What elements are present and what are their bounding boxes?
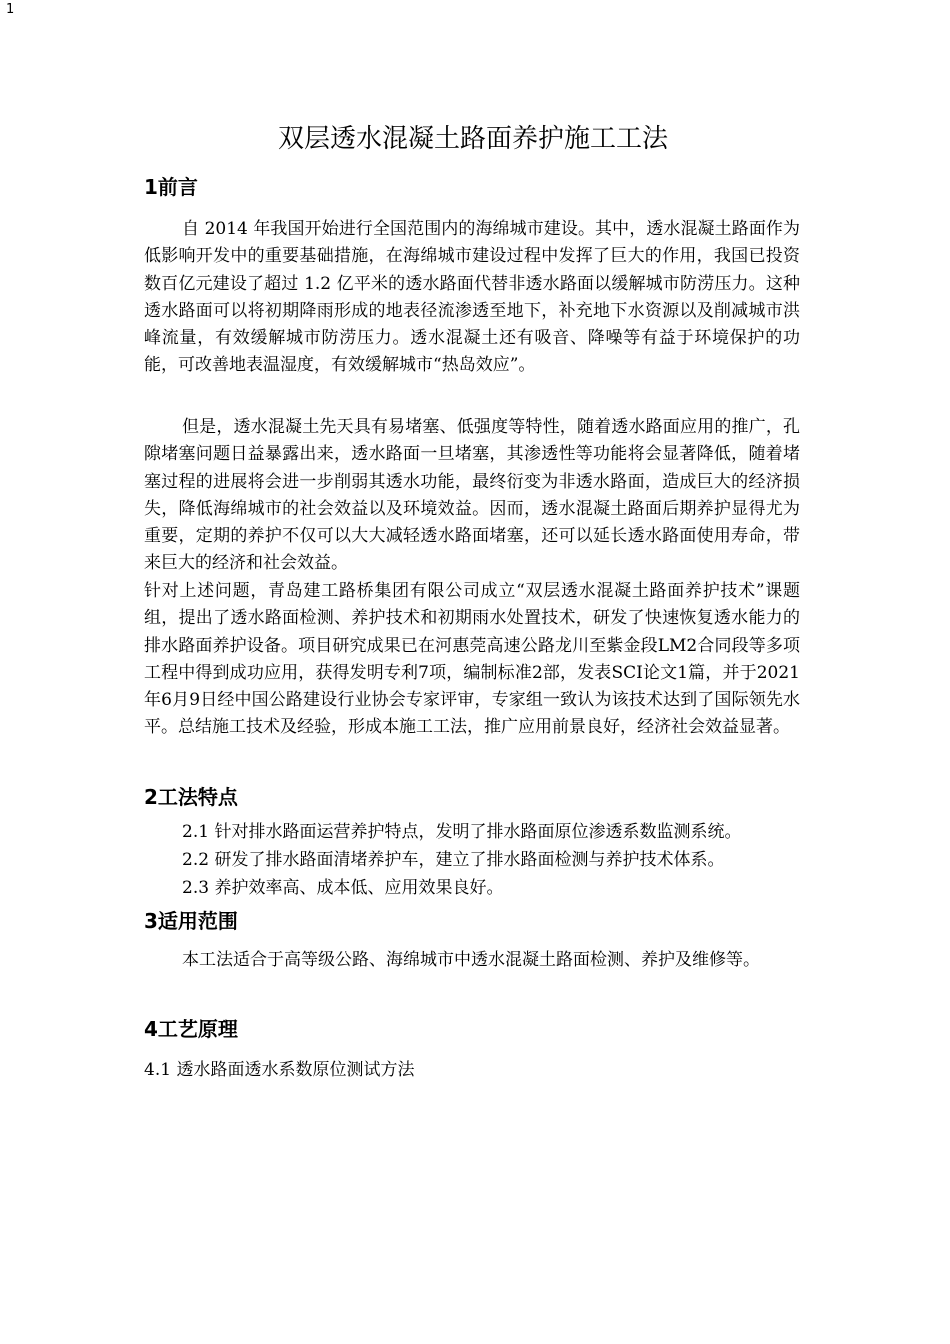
page-number: 1 bbox=[6, 2, 15, 17]
feature-item-2: 2.2 研发了排水路面清堵养护车，建立了排水路面检测与养护技术体系。 bbox=[182, 850, 725, 870]
subsection-heading-4-1: 4.1 透水路面透水系数原位测试方法 bbox=[144, 1060, 415, 1080]
preface-paragraph-3: 针对上述问题，青岛建工路桥集团有限公司成立“双层透水混凝土路面养护技术”课题组，提出了透水路面检测、养护技术和初期雨水处置技术，研发了快速恢复透水能力的排水路面养护设备。项目研究成果已在河惠莞高速公路龙川至紫金段LM2合同段等多项工程中得到成功应用，获得发明专利7项，编制标准2部，发表SCI论文1篇，并于2021年6月9日经中国公路建设行业协会专家评审，专家组一致认为该技术达到了国际领先水平。总结施工技术及经验，形成本施工工法，推广应用前景良好，经济社会效益显著。 bbox=[144, 581, 800, 738]
section-heading-preface: 1前言 bbox=[144, 175, 198, 199]
feature-item-1: 2.1 针对排水路面运营养护特点，发明了排水路面原位渗透系数监测系统。 bbox=[182, 822, 742, 842]
feature-item-3: 2.3 养护效率高、成本低、应用效果良好。 bbox=[182, 878, 504, 898]
document-title: 双层透水混凝土路面养护施工工法 bbox=[277, 124, 668, 154]
section-heading-features: 2工法特点 bbox=[144, 785, 238, 809]
preface-paragraph-1: 自 2014 年我国开始进行全国范围内的海绵城市建设。其中，透水混凝土路面作为低影响开发中的重要基础措施，在海绵城市建设过程中发挥了巨大的作用，我国已投资数百亿元建设了超过 1.2 亿平米的透水路面代替非透水路面以缓解城市防涝压力。这种透水路面可以将初期降雨形成的地表径流渗透至地下，补充地下水资源以及削减城市洪峰流量，有效缓解城市防涝压力。透水混凝土还有吸音、降噪等有益于环境保护的功能，可改善地表温湿度，有效缓解城市“热岛效应”。 bbox=[144, 219, 800, 376]
section-heading-scope: 3适用范围 bbox=[144, 909, 238, 933]
scope-paragraph: 本工法适合于高等级公路、海绵城市中透水混凝土路面检测、养护及维修等。 bbox=[182, 950, 760, 970]
preface-paragraph-2: 但是，透水混凝土先天具有易堵塞、低强度等特性，随着透水路面应用的推广，孔隙堵塞问题日益暴露出来，透水路面一旦堵塞，其渗透性等功能将会显著降低，随着堵塞过程的进展将会进一步削弱其透水功能，最终衍变为非透水路面，造成巨大的经济损失，降低海绵城市的社会效益以及环境效益。因而，透水混凝土路面后期养护显得尤为重要，定期的养护不仅可以大大减轻透水路面堵塞，还可以延长透水路面使用寿命，带来巨大的经济和社会效益。 bbox=[144, 417, 800, 574]
section-heading-principle: 4工艺原理 bbox=[144, 1017, 238, 1041]
